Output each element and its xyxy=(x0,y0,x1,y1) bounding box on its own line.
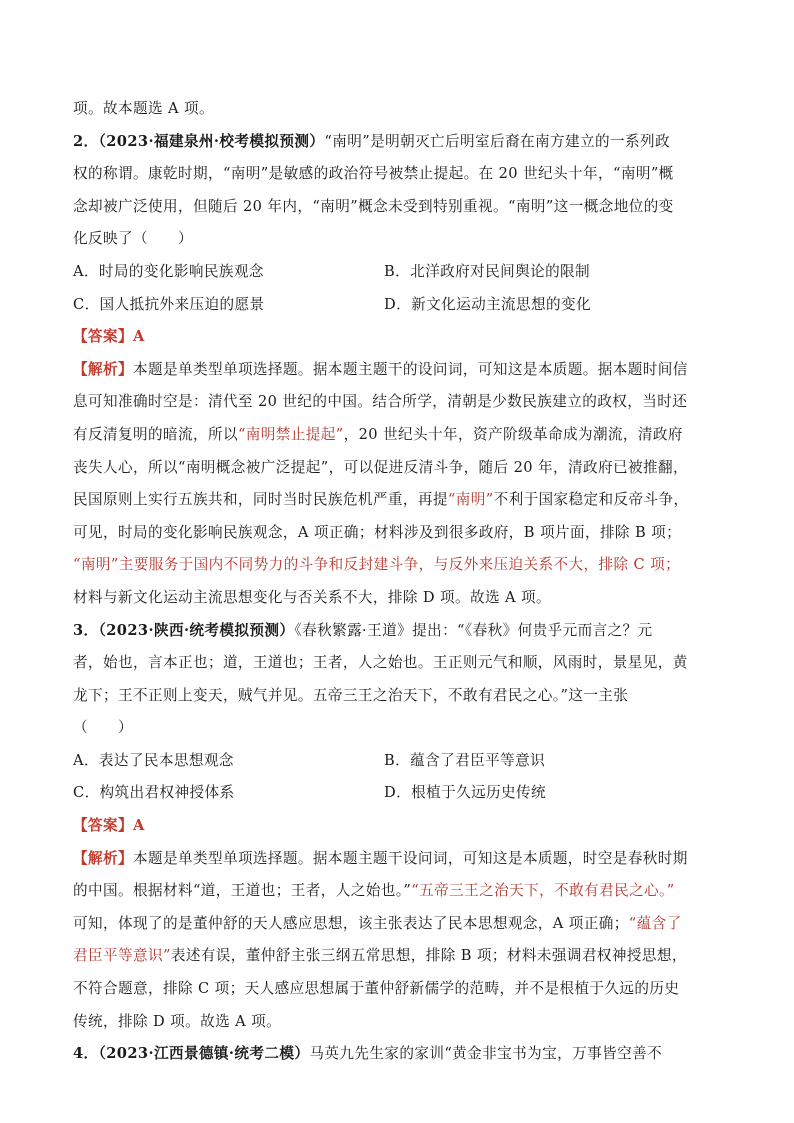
q3-analysis-line-6: 传统，排除 D 项。故选 A 项。 xyxy=(73,1012,282,1030)
q2-analysis-line-3b: ，20 世纪头十年，资产阶级革命成为潮流，清政府 xyxy=(343,425,683,443)
q3-stem-line-3: 龙下；王不正则上变天，贼气并见。五帝三王之治天下，不敢有君民之心。”这一主张 xyxy=(73,686,629,704)
q3-option-d: D．根植于久远历史传统 xyxy=(384,784,547,802)
q3-analysis-quote-2b: 君臣平等意识” xyxy=(73,947,171,965)
q3-source: （2023·陕西·统考模拟预测） xyxy=(98,621,295,639)
q2-analysis-label: 【解析】 xyxy=(73,360,133,378)
q3-analysis xyxy=(73,843,725,1039)
q3-answer-value: A xyxy=(132,817,145,835)
q2-analysis-line-5b: 不利于国家稳定和反帝斗争， xyxy=(493,491,689,509)
question-4 xyxy=(73,1038,725,1071)
q4-source: （2023·江西景德镇·统考二模） xyxy=(98,1045,310,1063)
q3-analysis-line-1: 本题是单类型单项选择题。据本题主题干设问词，可知这是本质题，时空是春秋时期 xyxy=(132,849,688,867)
q3-analysis-line-2a: 的中国。根据材料“道，王道也；王者，人之始也。” xyxy=(73,882,412,900)
q2-analysis-line-5a: 民国原则上实行五族共和，同时当时民族危机严重，再提 xyxy=(73,491,448,509)
q2-analysis-line-8: 材料与新文化运动主流思想变化与否关系不大，排除 D 项。故选 A 项。 xyxy=(73,588,552,606)
q2-analysis-line-1: 本题是单类型单项选择题。据本题主题干的设问词，可知这是本质题。据本题时间信 xyxy=(132,360,688,378)
q3-analysis-quote-1: “五帝三王之治天下，不敢有君民之心。” xyxy=(411,882,675,900)
question-2 xyxy=(73,126,725,615)
q3-answer xyxy=(73,810,725,843)
q2-option-d: D．新文化运动主流思想的变化 xyxy=(384,295,592,313)
q3-option-c: C．构筑出君权神授体系 xyxy=(73,784,235,802)
q3-analysis-quote-2: “蕴含了 xyxy=(628,914,682,932)
q2-option-c: C．国人抵抗外来压迫的愿景 xyxy=(73,295,265,313)
question-content xyxy=(73,93,725,1071)
q2-analysis-line-7: “南明”主要服务于国内不同势力的斗争和反封建斗争，与反外来压迫关系不大，排除 C 项； xyxy=(73,556,681,574)
q3-analysis-line-3a: 可知，体现了的是董仲舒的天人感应思想，该主张表达了民本思想观念，A 项正确； xyxy=(73,914,629,932)
q2-analysis-line-4: 丧失人心，所以“南明概念被广泛提起”，可以促进反清斗争，随后 20 年，清政府已被推翻， xyxy=(73,458,688,476)
q3-options-row-1 xyxy=(73,745,725,778)
q3-stem-line-1: 《春秋繁露·王道》提出：“《春秋》何贵乎元而言之？元 xyxy=(294,621,653,639)
q1-tail xyxy=(73,93,725,126)
q3-analysis-line-4b: 表述有误，董仲舒主张三纲五常思想，排除 B 项；材料未强调君权神授思想， xyxy=(170,947,687,965)
q2-analysis-line-6: 可见，时局的变化影响民族观念，A 项正确；材料涉及到很多政府，B 项片面，排除 B 项； xyxy=(73,523,682,541)
q3-number: 3． xyxy=(73,621,99,639)
q2-analysis-quote-2: “南明” xyxy=(447,491,494,509)
q2-stem-line-4: 化反映了（ ） xyxy=(73,230,193,248)
q4-stem-line-1: 马英九先生家的家训“黄金非宝书为宝，万事皆空善不 xyxy=(309,1045,663,1063)
q2-analysis-line-2: 息可知准确时空是：清代至 20 世纪的中国。结合所学，清朝是少数民族建立的政权，当时还 xyxy=(73,393,688,411)
q2-stem-line-1: “南明”是明朝灭亡后明室后裔在南方建立的一系列政 xyxy=(324,132,670,150)
q2-analysis-line-3a: 有反清复明的暗流，所以 xyxy=(73,425,238,443)
question-3 xyxy=(73,615,725,1039)
q2-number: 2． xyxy=(73,132,99,150)
q3-analysis-label: 【解析】 xyxy=(73,849,133,867)
q2-stem-line-3: 念却被广泛使用，但随后 20 年内，“南明”概念未受到特别重视。“南明”这一概念地位的变 xyxy=(73,197,674,215)
q2-options-row-1 xyxy=(73,256,725,289)
q2-analysis xyxy=(73,354,725,615)
q2-answer-label: 【答案】 xyxy=(73,328,133,346)
q4-number: 4． xyxy=(73,1045,99,1063)
q3-analysis-line-5: 不符合题意，排除 C 项；天人感应思想属于董仲舒新儒学的范畴，并不是根植于久远的历史 xyxy=(73,980,680,998)
q1-tail-text: 项。故本题选 A 项。 xyxy=(73,100,214,117)
q3-answer-label: 【答案】 xyxy=(73,817,133,835)
q2-option-b: B．北洋政府对民间舆论的限制 xyxy=(384,262,591,280)
q2-stem-line-2: 权的称谓。康乾时期，“南明”是敏感的政治符号被禁止提起。在 20 世纪头十年，“南明”概 xyxy=(73,165,674,183)
q2-answer xyxy=(73,321,725,354)
q2-analysis-quote-1: “南明禁止提起” xyxy=(237,425,344,443)
q3-options-row-2 xyxy=(73,777,725,810)
q3-stem-line-2: 者，始也，言本正也；道，王道也；王者，人之始也。王正则元气和顺，风雨时，景星见，黄 xyxy=(73,654,688,672)
q2-option-a: A．时局的变化影响民族观念 xyxy=(73,262,264,280)
q2-source: （2023·福建泉州·校考模拟预测） xyxy=(98,132,325,150)
q3-stem-line-4: （ ） xyxy=(73,719,133,737)
q2-options-row-2 xyxy=(73,289,725,322)
q3-option-b: B．蕴含了君臣平等意识 xyxy=(384,751,546,769)
q2-answer-value: A xyxy=(132,328,145,346)
q3-option-a: A．表达了民本思想观念 xyxy=(73,751,234,769)
